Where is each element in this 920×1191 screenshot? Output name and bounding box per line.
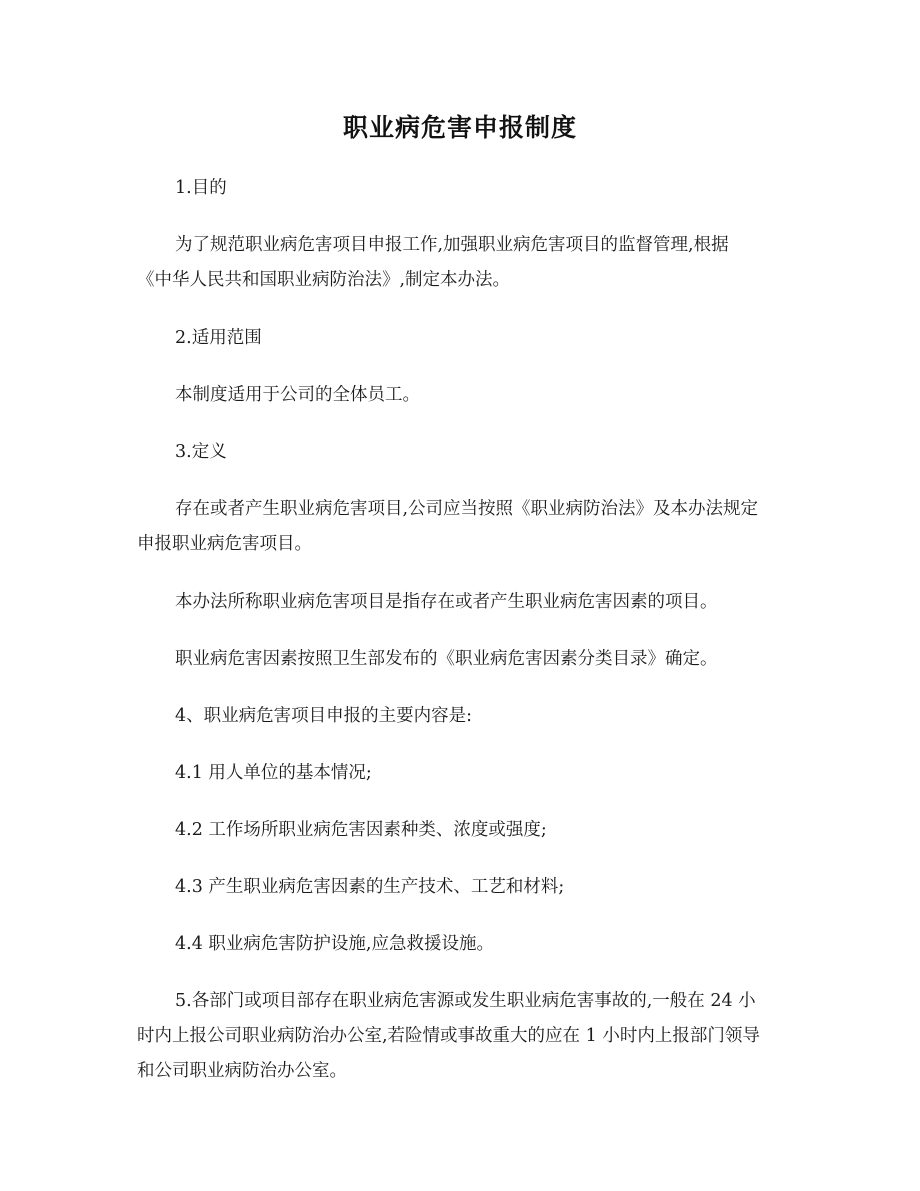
- paragraph-6: [137, 492, 797, 562]
- paragraph-11: [137, 813, 797, 848]
- paragraph-line: 5.各部门或项目部存在职业病危害源或发生职业病危害事故的,一般在 24 小: [175, 991, 756, 1011]
- paragraph-1: [137, 171, 797, 206]
- paragraph-line: 4.3 产生职业病危害因素的生产技术、工艺和材料;: [175, 877, 565, 897]
- paragraph-9: [137, 699, 797, 734]
- paragraph-line: 4.2 工作场所职业病危害因素种类、浓度或强度;: [175, 820, 547, 840]
- paragraph-10: [137, 756, 797, 791]
- paragraph-line: 1.目的: [175, 178, 227, 198]
- paragraph-3: [137, 321, 797, 356]
- paragraph-line: 本办法所称职业病危害项目是指存在或者产生职业病危害因素的项目。: [175, 592, 718, 612]
- paragraph-line: 3.定义: [175, 442, 227, 462]
- paragraph-line: 4.4 职业病危害防护设施,应急救援设施。: [175, 934, 494, 954]
- paragraph-8: [137, 642, 797, 677]
- paragraph-line: 4、职业病危害项目申报的主要内容是:: [175, 706, 473, 726]
- paragraph-line: 申报职业病危害项目。: [137, 534, 312, 554]
- paragraph-14: [137, 984, 797, 1089]
- paragraph-line: 4.1 用人单位的基本情况;: [175, 763, 372, 783]
- paragraph-line: 《中华人民共和国职业病防治法》,制定本办法。: [137, 270, 511, 290]
- paragraph-4: [137, 378, 797, 413]
- paragraph-line: 为了规范职业病危害项目申报工作,加强职业病危害项目的监督管理,根据: [175, 235, 729, 255]
- paragraph-2: [137, 228, 797, 298]
- paragraph-line: 本制度适用于公司的全体员工。: [175, 385, 420, 405]
- paragraph-13: [137, 927, 797, 962]
- paragraph-line: 存在或者产生职业病危害项目,公司应当按照《职业病防治法》及本办法规定: [175, 499, 759, 519]
- paragraph-line: 2.适用范围: [175, 328, 262, 348]
- paragraph-12: [137, 870, 797, 905]
- document-title: 职业病危害申报制度: [342, 113, 577, 142]
- paragraph-line: 和公司职业病防治办公室。: [137, 1061, 347, 1081]
- paragraph-7: [137, 585, 797, 620]
- paragraph-5: [137, 435, 797, 470]
- paragraph-line: 时内上报公司职业病防治办公室,若险情或事故重大的应在 1 小时内上报部门领导: [137, 1026, 760, 1046]
- paragraph-line: 职业病危害因素按照卫生部发布的《职业病危害因素分类目录》确定。: [175, 649, 718, 669]
